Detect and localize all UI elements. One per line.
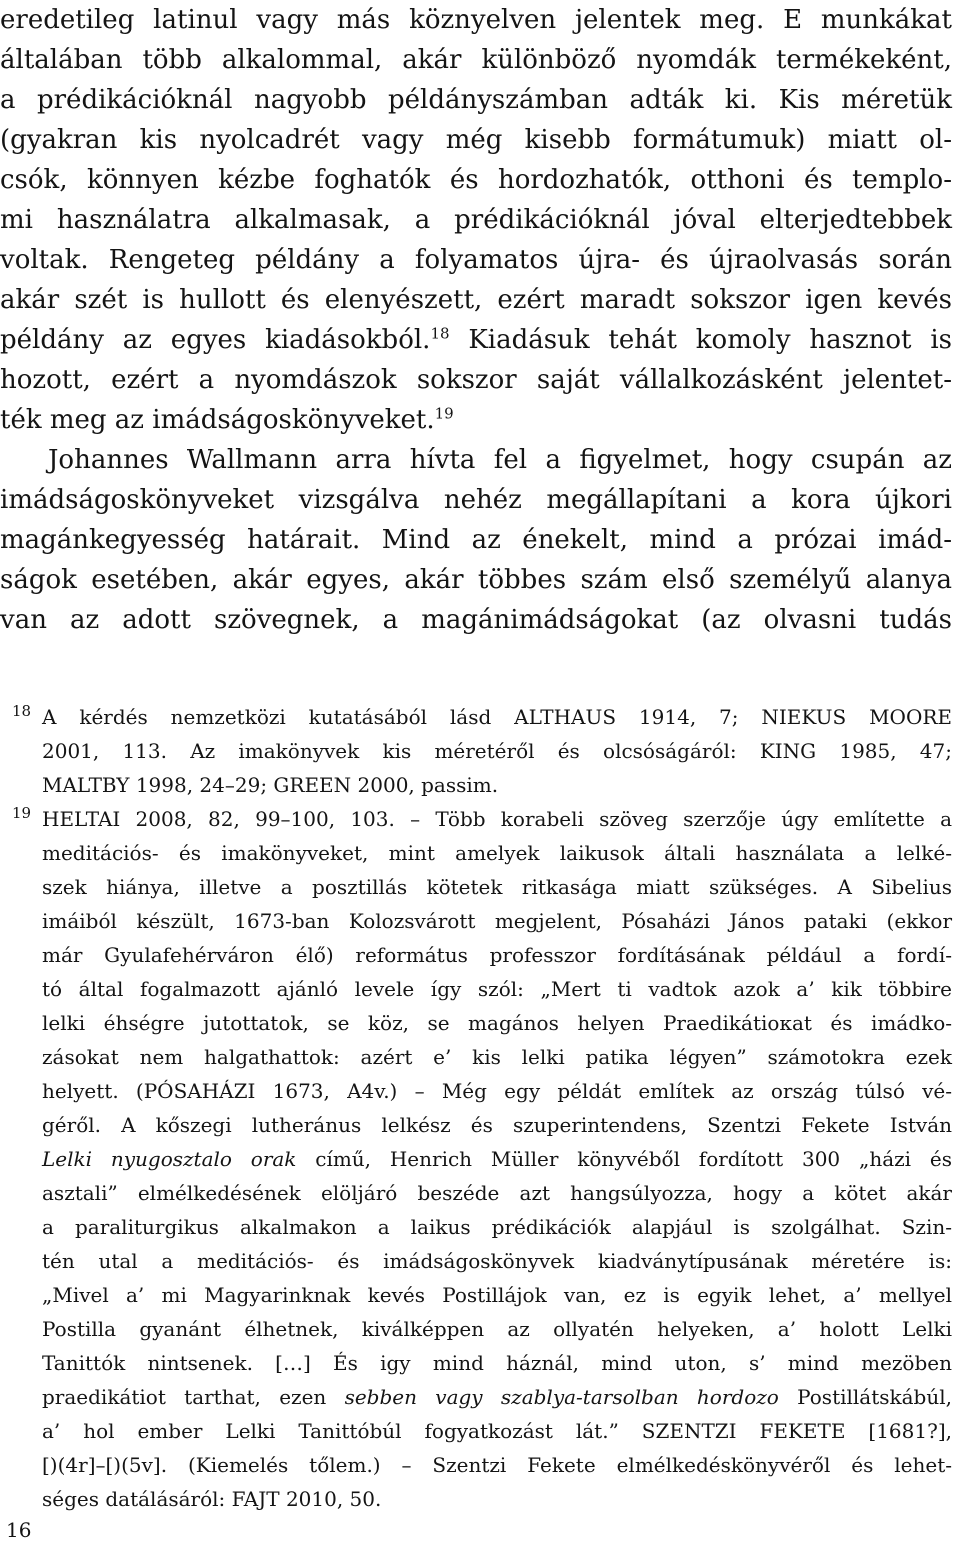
footnote-line: tén utal a meditációs- és imádságoskönyvek kiadványtípusának méretére is: <box>42 1249 952 1273</box>
text-segment: című, Henrich Müller könyvéből fordított 300 „házi és <box>296 1147 952 1171</box>
footnote-line: tó által fogalmazott ajánló levele így szól: „Mert ti vadtok azok a’ kik többire <box>42 977 952 1001</box>
footnote-line: meditációs- és imakönyveket, mint amelyek laikusok általi használata a lelké- <box>42 841 952 865</box>
text-line: van az adott szövegnek, a magánimádságokat (az olvasni tudás <box>0 605 952 635</box>
text-line: a prédikációknál nagyobb példányszámban adták ki. Kis méretük <box>0 85 952 115</box>
text-line <box>0 400 952 440</box>
footnote-line: géről. A kőszegi lutheránus lelkész és szuperintendens, Szentzi Fekete István <box>42 1113 952 1137</box>
text-segment: Postillátskábúl, <box>778 1385 952 1409</box>
text-line: imádságoskönyveket vizsgálva nehéz megállapítani a kora újkori <box>0 485 952 515</box>
text-segment: praedikátiot tarthat, ezen <box>42 1385 345 1409</box>
text-line: voltak. Rengeteg példány a folyamatos újra- és újraolvasás során <box>0 245 952 275</box>
footnote-line: helyett. (PÓSAHÁZI 1673, A4v.) – Még egy példát említek az ország túlsó vé- <box>42 1079 952 1103</box>
text-line: eredetileg latinul vagy más köznyelven jelentek meg. E munkákat <box>0 5 952 35</box>
footnote-number: 19 <box>12 804 32 822</box>
footnote-line: A kérdés nemzetközi kutatásából lásd ALTHAUS 1914, 7; NIEKUS MOORE <box>42 705 952 729</box>
text-segment: ték meg az imádságoskönyveket. <box>0 405 435 435</box>
text-segment: Kiadásuk tehát komoly hasznot is <box>449 325 952 355</box>
footnote-number: 18 <box>12 702 32 720</box>
italic-emphasis: sebben vagy szablya-tarsolban hordozo <box>344 1385 779 1409</box>
footnote-ref-19[interactable]: 19 <box>434 404 454 423</box>
footnote-line: imáiból készült, 1673-ban Kolozsvárott megjelent, Pósaházi János pataki (ekkor <box>42 909 952 933</box>
footnote-line <box>42 1380 952 1414</box>
footnote-ref-18[interactable]: 18 <box>430 324 450 343</box>
footnote-line: a paraliturgikus alkalmakon a laikus prédikációk alapjául is szolgálhat. Szin- <box>42 1215 952 1239</box>
text-line: hozott, ezért a nyomdászok sokszor saját vállalkozásként jelentet- <box>0 365 952 395</box>
paragraph-first-line: Johannes Wallmann arra hívta fel a figyelmet, hogy csupán az <box>48 445 952 475</box>
footnote-line: zásokat nem halgathattok: azért e’ kis lelki patika légyen” számotokra ezek <box>42 1045 952 1069</box>
text-line: akár szét is hullott és elenyészett, ezért maradt sokszor igen kevés <box>0 285 952 315</box>
footnote-line: MALTBY 1998, 24–29; GREEN 2000, passim. <box>42 773 499 797</box>
text-line: magánkegyesség határait. Mind az énekelt, mind a prózai imád- <box>0 525 952 555</box>
footnote-line: lelki éhségre jutottatok, se köz, se magános helyen Praedikátioкat és imádko- <box>42 1011 952 1035</box>
text-segment: példány az egyes kiadásokból. <box>0 325 431 355</box>
text-line: ságok esetében, akár egyes, akár többes szám első személyű alanya <box>0 565 952 595</box>
italic-title: Lelki nyugosztalo orak <box>42 1147 297 1171</box>
footnote-line: séges datálásáról: FAJT 2010, 50. <box>42 1487 382 1511</box>
footnote-line <box>42 1142 952 1176</box>
text-line <box>0 320 952 360</box>
footnote-line: Postilla gyanánt élhetnek, kiválképpen az ollyatén helyeken, a’ holott Lelki <box>42 1317 952 1341</box>
footnote-line: Tanittók nintsenek. […] És igy mind háznál, mind uton, s’ mind mezöben <box>42 1351 952 1375</box>
text-line: (gyakran kis nyolcadrét vagy még kisebb formátumuk) miatt ol- <box>0 125 952 155</box>
footnote-line: 2001, 113. Az imakönyvek kis méretéről és olcsóságáról: KING 1985, 47; <box>42 739 952 763</box>
text-line: mi használatra alkalmasak, a prédikációknál jóval elterjedtebbek <box>0 205 952 235</box>
text-line: általában több alkalommal, akár különböző nyomdák termékeként, <box>0 45 952 75</box>
footnote-line: asztali” elmélkedésének elöljáró beszéde azt hangsúlyozza, hogy a kötet akár <box>42 1181 952 1205</box>
footnote-line: [)(4r]–[)(5v]. (Kiemelés tőlem.) – Szentzi Fekete elmélkedéskönyvéről és lehet- <box>42 1453 952 1477</box>
footnote-line: a’ hol ember Lelki Tanittóbúl fogyatkozást lát.” SZENTZI FEKETE [1681?], <box>42 1419 952 1443</box>
page-number: 16 <box>6 1518 32 1542</box>
footnote-line: szek hiánya, illetve a posztillás kötetek ritkasága miatt szükséges. A Sibelius <box>42 875 952 899</box>
footnote-line: HELTAI 2008, 82, 99–100, 103. – Több korabeli szöveg szerzője úgy említette a <box>42 807 952 831</box>
footnote-line: „Mivel a’ mi Magyarinknak kevés Postillájok van, ez is egyik lehet, a’ mellyel <box>42 1283 952 1307</box>
footnote-line: már Gyulafehérváron élő) református professzor fordításának például a fordí- <box>42 943 952 967</box>
text-line: csók, könnyen kézbe foghatók és hordozhatók, otthoni és templo- <box>0 165 952 195</box>
